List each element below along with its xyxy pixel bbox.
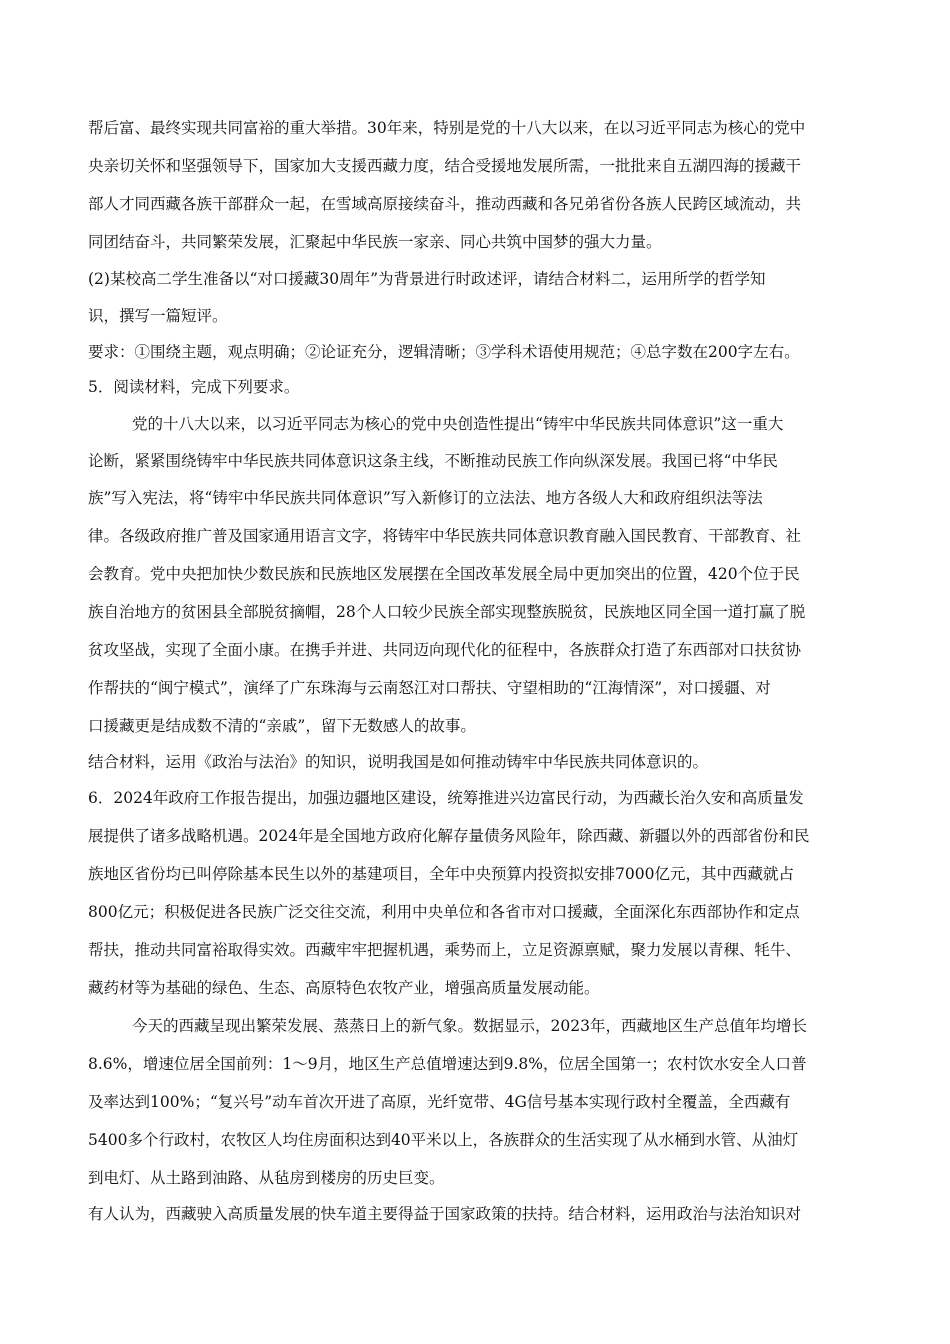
paragraph-line: 论断，紧紧围绕铸牢中华民族共同体意识这条主线，不断推动民族工作向纵深发展。我国已将“中华民	[88, 452, 778, 470]
paragraph-line: 作帮扶的“闽宁模式”，演绎了广东珠海与云南怒江对口帮扶、守望相助的“江海情深”，对口援疆、对	[88, 679, 771, 697]
paragraph-line: 8.6%，增速位居全国前列：1～9月，地区生产总值增速达到9.8%，位居全国第一；农村饮水安全人口普	[88, 1055, 807, 1073]
question-heading: 6．2024年政府工作报告提出，加强边疆地区建设，统筹推进兴边富民行动，为西藏长治久安和高质量发	[88, 789, 804, 807]
paragraph-line: 及率达到100%；“复兴号”动车首次开进了高原，光纤宽带、4G信号基本实现行政村全覆盖，全西藏有	[88, 1093, 791, 1111]
paragraph-line: 展提供了诸多战略机遇。2024年是全国地方政府化解存量债务风险年，除西藏、新疆以外的西部省份和民	[88, 827, 810, 845]
paragraph-line: 800亿元；积极促进各民族广泛交往交流，利用中央单位和各省市对口援藏，全面深化东西部协作和定点	[88, 903, 800, 921]
paragraph-line: 部人才同西藏各族干部群众一起，在雪域高原接续奋斗，推动西藏和各兄弟省份各族人民跨区域流动，共	[88, 195, 802, 213]
question-heading: 5．阅读材料，完成下列要求。	[88, 378, 300, 396]
requirement-line: 要求：①围绕主题，观点明确；②论证充分，逻辑清晰；③学科术语使用规范；④总字数在200字左右。	[88, 343, 800, 361]
paragraph-line: 今天的西藏呈现出繁荣发展、蒸蒸日上的新气象。数据显示，2023年，西藏地区生产总值年均增长	[132, 1017, 807, 1035]
paragraph-line: 央亲切关怀和坚强领导下，国家加大支援西藏力度，结合受援地发展所需，一批批来自五湖四海的援藏干	[88, 157, 802, 175]
paragraph-line: 帮扶，推动共同富裕取得实效。西藏牢牢把握机遇，乘势而上，立足资源禀赋，聚力发展以青稞、牦牛、	[88, 941, 802, 959]
paragraph-line: 帮后富、最终实现共同富裕的重大举措。30年来，特别是党的十八大以来，在以习近平同志为核心的党中	[88, 119, 806, 137]
paragraph-line: 会教育。党中央把加快少数民族和民族地区发展摆在全国改革发展全局中更加突出的位置，420个位于民	[88, 565, 800, 583]
paragraph-line: 藏药材等为基础的绿色、生态、高原特色农牧产业，增强高质量发展动能。	[88, 979, 600, 997]
question-line: 有人认为，西藏驶入高质量发展的快车道主要得益于国家政策的扶持。结合材料，运用政治与法治知识对	[88, 1205, 802, 1223]
paragraph-line: 同团结奋斗，共同繁荣发展，汇聚起中华民族一家亲、同心共筑中国梦的强大力量。	[88, 233, 662, 251]
paragraph-line: 贫攻坚战，实现了全面小康。在携手并进、共同迈向现代化的征程中，各族群众打造了东西部对口扶贫协	[88, 641, 802, 659]
paragraph-line: 族”写入宪法，将“铸牢中华民族共同体意识”写入新修订的立法法、地方各级人大和政府组织法等法	[88, 489, 763, 507]
paragraph-line: 党的十八大以来，以习近平同志为核心的党中央创造性提出“铸牢中华民族共同体意识”这一重大	[132, 415, 784, 433]
paragraph-line: 族地区省份均已叫停除基本民生以外的基建项目，全年中央预算内投资拟安排7000亿元，其中西藏就占	[88, 865, 794, 883]
paragraph-line: 到电灯、从土路到油路、从毡房到楼房的历史巨变。	[88, 1169, 445, 1187]
paragraph-line: 律。各级政府推广普及国家通用语言文字，将铸牢中华民族共同体意识教育融入国民教育、干部教育、社	[88, 527, 802, 545]
question-line: (2)某校高二学生准备以“对口援藏30周年”为背景进行时政述评，请结合材料二，运用所学的哲学知	[88, 270, 766, 288]
paragraph-line: 5400多个行政村，农牧区人均住房面积达到40平米以上，各族群众的生活实现了从水桶到水管、从油灯	[88, 1131, 799, 1149]
question-line: 识，撰写一篇短评。	[88, 307, 228, 325]
paragraph-line: 口援藏更是结成数不清的“亲戚”，留下无数感人的故事。	[88, 717, 476, 735]
question-line: 结合材料，运用《政治与法治》的知识，说明我国是如何推动铸牢中华民族共同体意识的。	[88, 753, 709, 771]
paragraph-line: 族自治地方的贫困县全部脱贫摘帽，28个人口较少民族全部实现整族脱贫，民族地区同全国一道打赢了脱	[88, 603, 806, 621]
